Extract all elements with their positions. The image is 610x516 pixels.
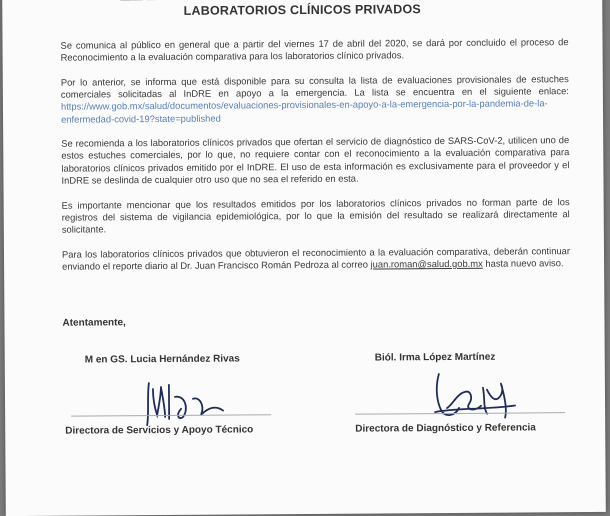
paragraph-2 [61, 73, 569, 125]
document-body [60, 36, 570, 285]
paragraph-1: Se comunica al público en general que a partir del viernes 17 de abril del 2020, se dará por concluido el proceso de Reconocimiento a la evaluación comparativa para los laboratorios clínico privados. [60, 36, 568, 64]
paragraph-2-text: Por lo anterior, se informa que está disponible para su consulta la lista de evaluaciones provisionales de estuches comerciales solicitadas al InDRE en apoyo a la emergencia. La lista se encuentra en el siguiente enlace: [61, 73, 569, 100]
document-page [2, 0, 606, 516]
left-signatory-name: M en GS. Lucia Hernández Rivas [85, 353, 240, 365]
document-title: LABORATORIOS CLÍNICOS PRIVADOS [2, 1, 602, 19]
closing-salutation: Atentamente, [62, 317, 125, 328]
paragraph-4: Es importante mencionar que los resultados emitidos por los laboratorios clínicos privados no forman parte de los registros del sistema de vigilancia epidemiológica, por lo que la emisión del resultado se realizará directamente al solicitante. [62, 196, 570, 236]
paragraph-5-text: Para los laboratorios clínicos privados que obtuvieron el reconocimiento a la evaluación comparativa, deberán continuar enviando el reporte diario al Dr. Juan Francisco Román Pedroza al correo [62, 245, 570, 272]
left-signatory-role: Directora de Servicios y Apoyo Técnico [65, 424, 253, 436]
right-handwritten-signature [425, 367, 525, 428]
contact-email-link[interactable]: juan.roman@salud.gob.mx [371, 258, 483, 270]
paragraph-5-end: hasta nuevo aviso. [483, 257, 564, 269]
right-signatory-role: Directora de Diagnóstico y Referencia [355, 422, 536, 434]
covid-evaluations-link[interactable]: https://www.gob.mx/salud/documentos/evaluaciones-provisionales-en-apoyo-a-la-emergencia-por-la-pandemia-de-la-enfermedad-covid-19?state=published [61, 98, 548, 125]
paragraph-3: Se recomienda a los laboratorios clínicos privados que ofertan el servicio de diagnóstico de SARS-CoV-2, utilicen uno de estos estuches comerciales, por lo que, no requiere contar con el reconocimiento a la evaluación comparativa para laboratorios clínicos privados emitido por el InDRE. El uso de esta información es exclusivamente para el proveedor y el InDRE se deslinda de cualquier otro uso que no sea el referido en esta. [61, 134, 569, 186]
paragraph-5 [62, 245, 570, 273]
right-signatory-name: Biól. Irma López Martínez [375, 352, 496, 364]
